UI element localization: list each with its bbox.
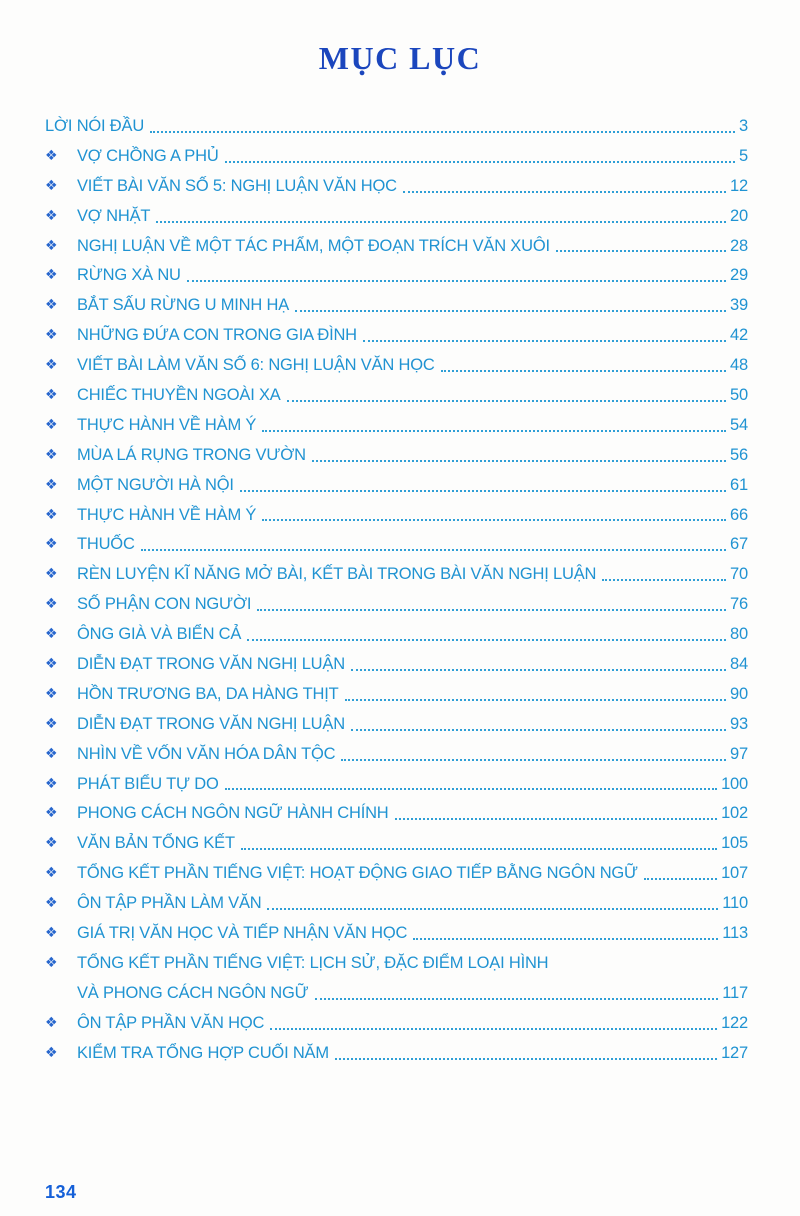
diamond-bullet-icon: ❖ [45,656,58,673]
toc-entry-label[interactable]: ÔN TẬP PHẦN VĂN HỌC [77,1013,265,1032]
bullet-spacer [38,112,45,142]
page-title: MỤC LỤC [318,40,482,76]
toc-entry-page[interactable]: 107 [721,864,748,883]
toc-page [0,40,800,1202]
diamond-bullet-icon: ❖ [45,835,58,852]
toc-entry-row [38,471,748,501]
dot-leader [345,699,727,701]
dot-leader [644,878,717,880]
toc-entry-row [38,829,748,859]
dot-leader [247,639,726,641]
diamond-bullet-icon: ❖ [45,805,58,822]
footer-page-number: 134 [45,1182,77,1202]
dot-leader [351,669,726,671]
diamond-bullet-icon: ❖ [45,237,58,254]
toc-entry-label[interactable]: ÔN TẬP PHẦN LÀM VĂN [77,894,262,913]
dot-leader [270,1028,717,1030]
toc-entry-page[interactable]: 42 [730,326,748,345]
toc-entry-label[interactable]: ÔNG GIÀ VÀ BIỂN CẢ [77,625,242,644]
toc-entry-label[interactable]: BẮT SẤU RỪNG U MINH HẠ [77,296,289,315]
toc-entry-page[interactable]: 102 [721,804,748,823]
toc-entry-label[interactable]: GIÁ TRỊ VĂN HỌC VÀ TIẾP NHẬN VĂN HỌC [77,924,408,943]
dot-leader [241,848,717,850]
diamond-bullet-icon: ❖ [45,1014,58,1031]
toc-entry-page[interactable]: 90 [730,684,748,703]
toc-entry-page[interactable]: 48 [730,356,748,375]
toc-entry-label[interactable]: NHỮNG ĐỨA CON TRONG GIA ĐÌNH [77,326,357,345]
diamond-bullet-icon: ❖ [45,685,58,702]
toc-entry-row [38,620,748,650]
toc-entry-label[interactable]: VIẾT BÀI LÀM VĂN SỐ 6: NGHỊ LUẬN VĂN HỌC [77,356,435,375]
dot-leader [295,310,726,312]
toc-entry-label[interactable]: RÈN LUYỆN KĨ NĂNG MỞ BÀI, KẾT BÀI TRONG BÀI VĂN NGHỊ LUẬN [77,565,597,584]
toc-entry-page[interactable]: 54 [730,415,748,434]
toc-entry-label[interactable]: RỪNG XÀ NU [77,266,181,285]
toc-list [38,112,748,1069]
diamond-bullet-icon: ❖ [45,207,58,224]
toc-entry-label[interactable]: NHÌN VỀ VỐN VĂN HÓA DÂN TỘC [77,744,336,763]
toc-entry-label[interactable]: KIỂM TRA TỔNG HỢP CUỐI NĂM [77,1043,329,1062]
toc-entry-row [38,919,748,949]
dot-leader [315,998,719,1000]
dot-leader [335,1058,717,1060]
toc-entry-row [38,142,748,172]
toc-entry-row [38,112,748,142]
diamond-bullet-icon: ❖ [45,267,58,284]
toc-entry-label[interactable]: VIẾT BÀI VĂN SỐ 5: NGHỊ LUẬN VĂN HỌC [77,176,397,195]
toc-entry-label[interactable]: HỒN TRƯƠNG BA, DA HÀNG THỊT [77,684,339,703]
dot-leader [403,191,726,193]
diamond-bullet-icon: ❖ [45,147,58,164]
diamond-bullet-icon: ❖ [45,446,58,463]
dot-leader [262,519,726,521]
toc-entry-label[interactable]: CHIẾC THUYỀN NGOÀI XA [77,386,281,405]
diamond-bullet-icon: ❖ [45,954,58,971]
toc-entry-page[interactable]: 80 [730,625,748,644]
diamond-bullet-icon: ❖ [45,177,58,194]
toc-entry-page[interactable]: 122 [721,1013,748,1032]
toc-entry-row [38,1009,748,1039]
dot-leader [413,938,718,940]
toc-entry-page[interactable]: 67 [730,535,748,554]
dot-leader [267,908,718,910]
toc-entry-label[interactable]: MỘT NGƯỜI HÀ NỘI [77,475,234,494]
toc-entry-page[interactable]: 66 [730,505,748,524]
toc-entry-label[interactable]: LỜI NÓI ĐẦU [45,117,145,135]
toc-entry-row [38,590,748,620]
toc-entry-label[interactable]: SỐ PHẬN CON NGƯỜI [77,595,252,614]
diamond-bullet-icon: ❖ [45,566,58,583]
bullet-spacer [38,979,77,1009]
diamond-bullet-icon: ❖ [45,1044,58,1061]
toc-entry-page[interactable]: 3 [739,117,748,135]
toc-entry-label[interactable]: THỰC HÀNH VỀ HÀM Ý [77,415,257,434]
dot-leader [363,340,726,342]
diamond-bullet-icon: ❖ [45,327,58,344]
toc-entry-page[interactable]: 97 [730,744,748,763]
diamond-bullet-icon: ❖ [45,297,58,314]
toc-entry-page[interactable]: 61 [730,475,748,494]
dot-leader [312,460,726,462]
toc-entry-label[interactable]: THỰC HÀNH VỀ HÀM Ý [77,505,257,524]
toc-entry-row [38,710,748,740]
dot-leader [395,818,718,820]
dot-leader [556,250,726,252]
toc-entry-page[interactable]: 100 [721,774,748,793]
diamond-bullet-icon: ❖ [45,775,58,792]
toc-entry-row [38,261,748,291]
toc-entry-page[interactable]: 29 [730,266,748,285]
toc-entry-row [38,949,748,979]
toc-entry-page[interactable]: 84 [730,655,748,674]
diamond-bullet-icon: ❖ [45,865,58,882]
dot-leader [351,729,726,731]
toc-entry-page[interactable]: 76 [730,595,748,614]
toc-entry-row [38,501,748,531]
toc-entry-row [38,232,748,262]
diamond-bullet-icon: ❖ [45,715,58,732]
toc-entry-page[interactable]: 117 [722,983,748,1002]
dot-leader [257,609,726,611]
toc-entry-page[interactable]: 70 [730,565,748,584]
diamond-bullet-icon: ❖ [45,596,58,613]
toc-entry-label[interactable]: PHÁT BIỂU TỰ DO [77,774,219,793]
diamond-bullet-icon: ❖ [45,476,58,493]
dot-leader [225,161,735,163]
dot-leader [225,788,717,790]
toc-entry-label[interactable]: PHONG CÁCH NGÔN NGỮ HÀNH CHÍNH [77,804,389,823]
toc-entry-label[interactable]: TỔNG KẾT PHẦN TIẾNG VIỆT: LỊCH SỬ, ĐẶC ĐIỂM LOẠI HÌNH [77,953,549,972]
toc-entry-page[interactable]: 93 [730,714,748,733]
toc-entry-row [38,411,748,441]
toc-entry-row [38,859,748,889]
toc-entry-page[interactable]: 20 [730,206,748,225]
toc-entry-row [38,291,748,321]
toc-entry-label[interactable]: VỢ NHẶT [77,206,151,225]
toc-entry-page[interactable]: 28 [730,236,748,255]
diamond-bullet-icon: ❖ [45,925,58,942]
toc-entry-row [38,351,748,381]
diamond-bullet-icon: ❖ [45,357,58,374]
toc-entry-page[interactable]: 110 [722,894,748,913]
dot-leader [240,490,726,492]
toc-entry-label[interactable]: MÙA LÁ RỤNG TRONG VƯỜN [77,445,306,464]
toc-entry-row [38,321,748,351]
toc-entry-label[interactable]: THUỐC [77,535,135,554]
diamond-bullet-icon: ❖ [45,745,58,762]
toc-entry-label[interactable]: VỢ CHỒNG A PHỦ [77,146,219,165]
diamond-bullet-icon: ❖ [45,536,58,553]
dot-leader [341,759,726,761]
toc-entry-page[interactable]: 12 [730,176,748,195]
toc-entry-row [38,381,748,411]
toc-entry-row [38,172,748,202]
toc-entry-label[interactable]: NGHỊ LUẬN VỀ MỘT TÁC PHẨM, MỘT ĐOẠN TRÍCH VĂN XUÔI [77,236,550,255]
toc-entry-page[interactable]: 56 [730,445,748,464]
toc-entry-row [38,979,748,1009]
toc-entry-page[interactable]: 39 [730,296,748,315]
toc-entry-row [38,530,748,560]
dot-leader [150,131,735,133]
dot-leader [262,430,726,432]
toc-entry-row [38,680,748,710]
toc-entry-row [38,1039,748,1069]
diamond-bullet-icon: ❖ [45,626,58,643]
toc-entry-row [38,799,748,829]
toc-entry-page[interactable]: 105 [721,834,748,853]
toc-entry-label[interactable]: DIỄN ĐẠT TRONG VĂN NGHỊ LUẬN [77,655,345,674]
toc-entry-row [38,889,748,919]
diamond-bullet-icon: ❖ [45,506,58,523]
toc-entry-row [38,441,748,471]
toc-entry-page[interactable]: 127 [721,1043,748,1062]
toc-entry-page[interactable]: 5 [739,146,748,165]
toc-entry-row [38,770,748,800]
dot-leader [441,370,727,372]
toc-entry-label[interactable]: TỔNG KẾT PHẦN TIẾNG VIỆT: HOẠT ĐỘNG GIAO TIẾP BẰNG NGÔN NGỮ [77,864,638,883]
dot-leader [602,579,726,581]
toc-entry-page[interactable]: 113 [722,924,748,943]
toc-entry-row [38,560,748,590]
toc-entry-label-continued[interactable]: VÀ PHONG CÁCH NGÔN NGỮ [77,983,309,1002]
toc-entry-row [38,202,748,232]
diamond-bullet-icon: ❖ [45,895,58,912]
toc-entry-label[interactable]: DIỄN ĐẠT TRONG VĂN NGHỊ LUẬN [77,714,345,733]
diamond-bullet-icon: ❖ [45,416,58,433]
dot-leader [156,221,726,223]
dot-leader [287,400,726,402]
diamond-bullet-icon: ❖ [45,387,58,404]
dot-leader [187,280,726,282]
dot-leader [141,549,726,551]
toc-entry-label[interactable]: VĂN BẢN TỔNG KẾT [77,834,235,853]
toc-entry-page[interactable]: 50 [730,386,748,405]
toc-entry-row [38,740,748,770]
toc-entry-row [38,650,748,680]
